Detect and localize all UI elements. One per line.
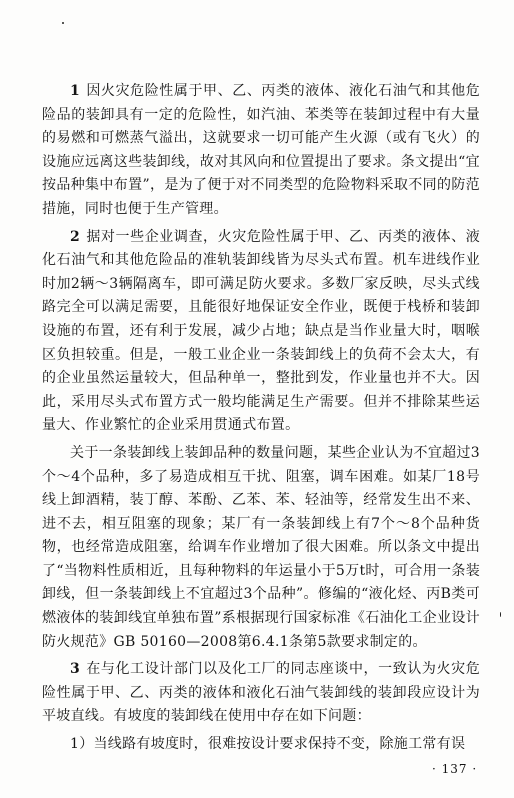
- scan-speck: [62, 22, 64, 24]
- paragraph-2: [42, 226, 480, 438]
- paragraph-number: 1: [70, 83, 81, 99]
- paragraph-text: 1）当线路有坡度时，很难按设计要求保持不变，除施工常有误: [70, 736, 466, 753]
- list-item-1: [42, 733, 480, 757]
- paragraph-1: [42, 80, 480, 222]
- paragraph-number: 2: [70, 228, 81, 245]
- paragraph-text: 在与化工设计部门以及化工厂的同志座谈中，一致认为火灾危险性属于甲、乙、丙类的液体和液化石油气装卸线的装卸段应设计为平坡直线。有坡度的装卸线在使用中存在如下问题：: [42, 661, 480, 725]
- page-number: · 137 ·: [432, 762, 478, 776]
- paragraph-2-continued: [42, 442, 480, 654]
- paragraph-text: 据对一些企业调查，火灾危险性属于甲、乙、丙类的液体、液化石油气和其他危险品的准轨装卸线皆为尽头式布置。机车进线作业时加2辆～3辆隔离车，即可满足防火要求。多数厂家反映，尽头式线路完全可以满足需要，且能很好地保证安全作业，既便于栈桥和装卸设施的布置，还有利于发展，减少占地；缺点是当作业量大时，咽喉区负担较重。但是，一般工业企业一条装卸线上的负荷不会太大，有的企业虽然运量较大，但品种单一，整批到发，作业量也并不大。因此，采用尽头式布置方式一般均能满足生产需要。但并不排除某些运量大、作业繁忙的企业采用贯通式布置。: [42, 228, 480, 434]
- body-text: [42, 80, 480, 761]
- scan-speck: [500, 612, 501, 617]
- paragraph-3: [42, 658, 480, 729]
- paragraph-text: 因火灾危险性属于甲、乙、丙类的液体、液化石油气和其他危险品的装卸具有一定的危险性，如汽油、苯类等在装卸过程中有大量的易燃和可燃蒸气溢出，这就要求一切可能产生火源（或有飞火）的设施应远离这些装卸线，故对其风向和位置提出了要求。条文提出“宜按品种集中布置”，是为了便于对不同类型的危险物料采取不同的防范措施，同时也便于生产管理。: [42, 83, 480, 217]
- paragraph-text: 关于一条装卸线上装卸品种的数量问题，某些企业认为不宜超过3个～4个品种，多了易造成相互干扰、阻塞，调车困难。如某厂18号线上卸酒精，装丁醇、苯酚、乙苯、苯、轻油等，经常发生出不来、进不去，相互阻塞的现象；某厂有一条装卸线上有7个～8个品种货物，也经常造成阻塞，给调车作业增加了很大困难。所以条文中提出了“当物料性质相近，且每种物料的年运量小于5万t时，可合用一条装卸线，但一条装卸线上不宜超过3个品种”。修编的“液化烃、丙B类可燃液体的装卸线宜单独布置”系根据现行国家标准《石油化工企业设计防火规范》GB 50160—2008第6.4.1条第5款要求制定的。: [42, 444, 480, 650]
- paragraph-number: 3: [70, 661, 81, 678]
